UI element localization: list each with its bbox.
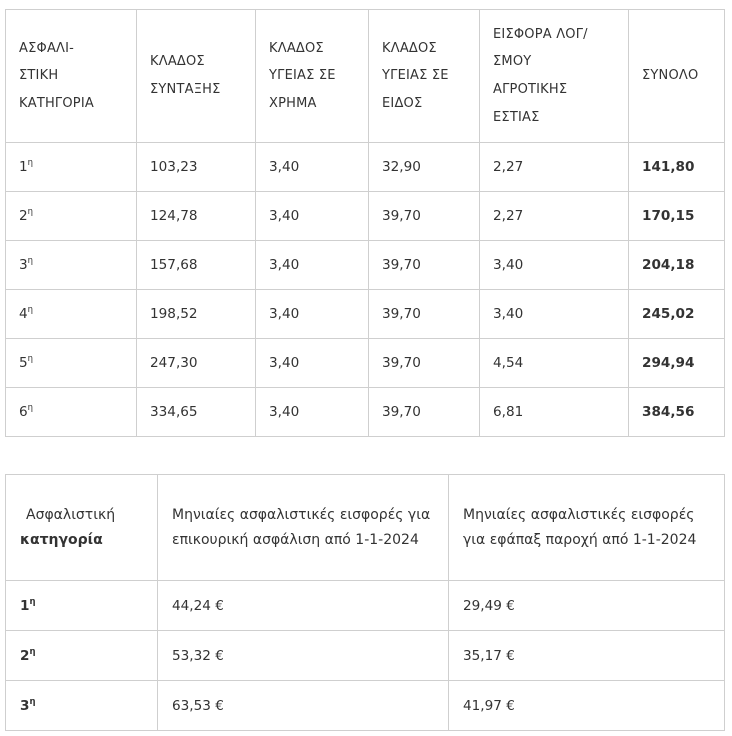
farm-hearth-cell: 3,40 — [480, 241, 629, 290]
category-cell: $1^\eta$ — [6, 581, 158, 631]
total-cell: 384,56 — [629, 388, 725, 437]
header-insurance-category: ΑΣΦΑΛΙ- ΣΤΙΚΗ ΚΑΤΗΓΟΡΙΑ — [6, 10, 137, 143]
category-cell: $2^\eta$ — [6, 631, 158, 681]
header-pension-branch: ΚΛΑΔΟΣ ΣΥΝΤΑΞΗΣ — [137, 10, 256, 143]
table-row — [6, 290, 725, 339]
table-row — [6, 241, 725, 290]
header-health-cash-branch: ΚΛΑΔΟΣ ΥΓΕΙΑΣ ΣΕ ΧΡΗΜΑ — [256, 10, 369, 143]
health-kind-cell: 39,70 — [369, 388, 480, 437]
health-cash-cell: 3,40 — [256, 241, 369, 290]
lump-sum-cell: 41,97 € — [449, 681, 725, 731]
health-cash-cell: 3,40 — [256, 339, 369, 388]
table-header-row — [6, 10, 725, 143]
pension-cell: 124,78 — [137, 192, 256, 241]
health-kind-cell: 39,70 — [369, 192, 480, 241]
farm-hearth-cell: 3,40 — [480, 290, 629, 339]
category-cell: $4^\eta$ — [6, 290, 137, 339]
header-category-line2: κατηγορία — [20, 531, 103, 548]
table-row — [6, 681, 725, 731]
health-kind-cell: 39,70 — [369, 241, 480, 290]
lump-sum-cell: 35,17 € — [449, 631, 725, 681]
lump-sum-cell: 29,49 € — [449, 581, 725, 631]
table-row — [6, 581, 725, 631]
farm-hearth-cell: 2,27 — [480, 192, 629, 241]
category-cell: $5^\eta$ — [6, 339, 137, 388]
table-row — [6, 339, 725, 388]
table-row — [6, 388, 725, 437]
category-cell: $3^\eta$ — [6, 241, 137, 290]
total-cell: 204,18 — [629, 241, 725, 290]
health-kind-cell: 39,70 — [369, 339, 480, 388]
health-kind-cell: 39,70 — [369, 290, 480, 339]
pension-cell: 247,30 — [137, 339, 256, 388]
table-header-row — [6, 475, 725, 581]
header-lump-sum-benefit: Μηνιαίες ασφαλιστικές εισφορές για εφάπαξ παροχή από 1-1-2024 — [449, 475, 725, 581]
header-health-kind-branch: ΚΛΑΔΟΣ ΥΓΕΙΑΣ ΣΕ ΕΙΔΟΣ — [369, 10, 480, 143]
category-cell: $6^\eta$ — [6, 388, 137, 437]
total-cell: 141,80 — [629, 143, 725, 192]
table-row — [6, 143, 725, 192]
pension-cell: 334,65 — [137, 388, 256, 437]
farm-hearth-cell: 6,81 — [480, 388, 629, 437]
pension-cell: 157,68 — [137, 241, 256, 290]
table-row — [6, 631, 725, 681]
health-cash-cell: 3,40 — [256, 192, 369, 241]
supplementary-cell: 44,24 € — [158, 581, 449, 631]
pension-cell: 198,52 — [137, 290, 256, 339]
header-farm-hearth-contribution: ΕΙΣΦΟΡΑ ΛΟΓ/ ΣΜΟΥ ΑΓΡΟΤΙΚΗΣ ΕΣΤΙΑΣ — [480, 10, 629, 143]
total-cell: 294,94 — [629, 339, 725, 388]
supplementary-contributions-table — [5, 474, 725, 731]
pension-cell: 103,23 — [137, 143, 256, 192]
farm-hearth-cell: 4,54 — [480, 339, 629, 388]
total-cell: 170,15 — [629, 192, 725, 241]
health-cash-cell: 3,40 — [256, 143, 369, 192]
health-kind-cell: 32,90 — [369, 143, 480, 192]
health-cash-cell: 3,40 — [256, 388, 369, 437]
contributions-table — [5, 9, 725, 437]
header-supplementary-insurance: Μηνιαίες ασφαλιστικές εισφορές για επικουρική ασφάλιση από 1-1-2024 — [158, 475, 449, 581]
header-total: ΣΥΝΟΛΟ — [629, 10, 725, 143]
category-cell: $1^\eta$ — [6, 143, 137, 192]
header-category-line1: Ασφαλιστική — [26, 506, 116, 523]
table-row — [6, 192, 725, 241]
category-cell: $3^\eta$ — [6, 681, 158, 731]
category-cell: $2^\eta$ — [6, 192, 137, 241]
health-cash-cell: 3,40 — [256, 290, 369, 339]
supplementary-cell: 63,53 € — [158, 681, 449, 731]
supplementary-cell: 53,32 € — [158, 631, 449, 681]
total-cell: 245,02 — [629, 290, 725, 339]
farm-hearth-cell: 2,27 — [480, 143, 629, 192]
header-insurance-category — [6, 475, 158, 581]
